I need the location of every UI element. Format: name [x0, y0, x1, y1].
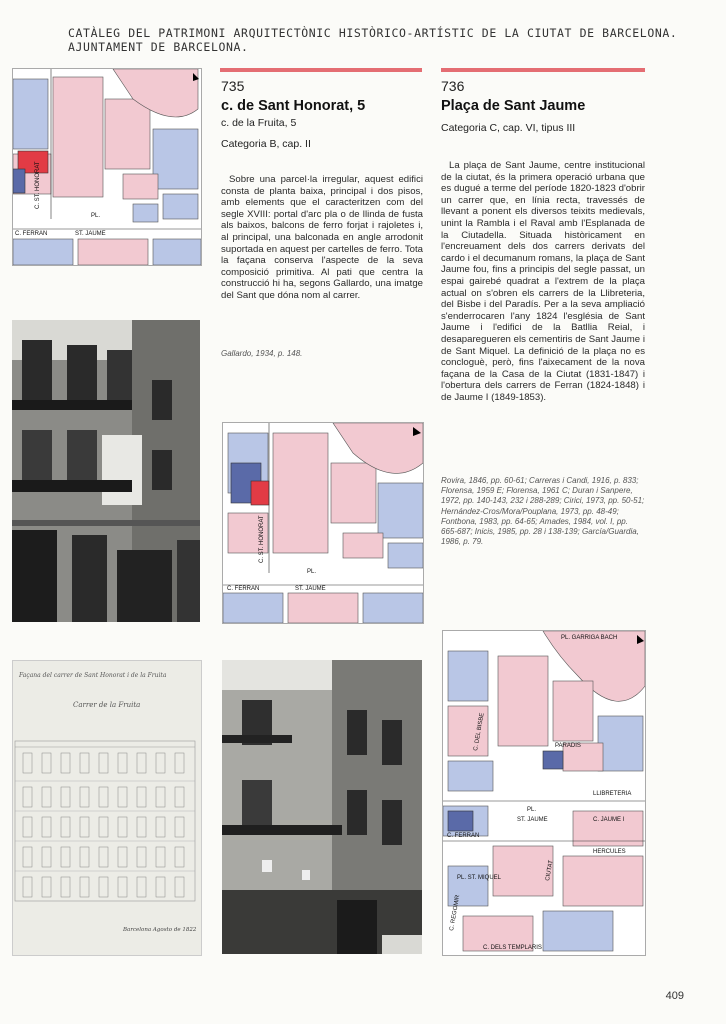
drawing-subtitle: Carrer de la Fruita: [73, 701, 141, 709]
elevation-window: [61, 817, 70, 837]
elevation-window: [23, 817, 32, 837]
elevation-window: [156, 877, 165, 897]
elevation-window: [80, 877, 89, 897]
elevation-window: [23, 753, 32, 773]
elevation-window: [99, 817, 108, 837]
elevation-window: [99, 847, 108, 867]
map-label-ferran: C. FERRAN: [15, 231, 48, 237]
elevation-window: [99, 787, 108, 807]
page-number: 409: [665, 990, 684, 1002]
elevation-window: [156, 787, 165, 807]
catalog-title: CATÀLEG DEL PATRIMONI ARQUITECTÒNIC HISTÒRICO-ARTÍSTIC DE LA CIUTAT DE BARCELONA.: [68, 26, 678, 40]
entry-736-title: Plaça de Sant Jaume: [441, 98, 586, 114]
elevation-window: [118, 817, 127, 837]
map-label-regomir: C. REGOMIR: [449, 894, 462, 932]
map-large-placa-sant-jaume: [442, 630, 646, 956]
elevation-window: [42, 877, 51, 897]
elevation-window: [61, 877, 70, 897]
drawing-elevation: [12, 660, 202, 956]
elevation-window: [137, 787, 146, 807]
elevation-window: [175, 877, 184, 897]
elevation-window: [118, 847, 127, 867]
map-label-honorat: C. ST. HONORAT: [35, 161, 41, 209]
elevation-window: [61, 787, 70, 807]
map-label-jaume1: C. JAUME I: [593, 817, 625, 823]
elevation-window: [80, 847, 89, 867]
map-label-llibreteria: LLIBRETERIA: [593, 791, 632, 797]
drawing-caption: Façana del carrer de Sant Honorat i de la Fruita: [19, 672, 167, 679]
elevation-window: [99, 753, 108, 773]
elevation-window: [23, 847, 32, 867]
map-label-paradis: PARADIS: [555, 743, 581, 749]
map-label-pl-large: PL.: [527, 807, 537, 813]
elevation-window: [118, 787, 127, 807]
entry-736-category: Categoria C, cap. VI, tipus III: [441, 122, 576, 134]
map-label-jaume-mid: ST. JAUME: [295, 586, 326, 592]
elevation-window: [42, 753, 51, 773]
entry-736-paragraph: La plaça de Sant Jaume, centre institucional de la ciutat, és la primera operació urbana que es dugué a terme del període 1820-1823 d'obrir un carrer que, en línia recta, travessés de llevant a ponent els diversos teixits medievals, unint la Rambla i el Raval amb l'Esplanada de la Ciutadella. Situada històricament en l'encreuament dels dos carrers derivats del cardo i el decumanum romans, la plaça de Sant Jaume fou, fins a principis del segle passat, un espai gairebé quadrat a l'extrem de la plaça actual on s'obren els carrers de la Llibreteria, del Bisbe i del Paradís. Per a la seva ampliació s'enderrocaren l'any 1824 l'església de Sant Jaume i l'edifici de la Batllia Reial, i desaparegueren els cementiris de Sant Jaume i de Sant Miquel. La definició de la plaça no es concloguè, però, fins l'aixecament de la nova façana de la Casa de la Ciutat (1831-1847) i l'obertura dels carrers de Ferran (1824-1848) i de Jaume I (1849-1853).: [441, 160, 645, 403]
drawing-signature: Barcelona Agosto de 1822: [123, 927, 197, 933]
elevation-window: [61, 847, 70, 867]
map-label-templaris: C. DELS TEMPLARIS: [483, 945, 542, 951]
elevation-window: [42, 817, 51, 837]
elevation-window: [99, 877, 108, 897]
elevation-window: [156, 753, 165, 773]
catalog-publisher: AJUNTAMENT DE BARCELONA.: [68, 40, 249, 54]
map-label-ferran-mid: C. FERRAN: [227, 586, 260, 592]
elevation-window: [61, 753, 70, 773]
catalog-header: [68, 26, 677, 54]
elevation-window: [156, 847, 165, 867]
entry-736-number: 736: [441, 78, 465, 94]
entry-735-category: Categoria B, cap. II: [221, 138, 311, 150]
elevation-window: [175, 817, 184, 837]
elevation-window: [80, 753, 89, 773]
map-label-ciutat: CIUTAT: [545, 859, 555, 882]
elevation-window: [175, 753, 184, 773]
map-medium-sant-honorat: [222, 422, 424, 624]
map-label-jaume-large: ST. JAUME: [517, 817, 548, 823]
entry-735-rule: [220, 68, 422, 72]
elevation-window: [42, 787, 51, 807]
elevation-window: [175, 787, 184, 807]
map-label-pl-mid: PL.: [307, 569, 317, 575]
entry-735-references: Gallardo, 1934, p. 148.: [221, 349, 303, 358]
entry-735-body: [221, 174, 423, 308]
elevation-window: [118, 877, 127, 897]
entry-736-rule: [441, 68, 645, 72]
entry-736-body: [441, 160, 645, 409]
map-label-pl: PL.: [91, 213, 101, 219]
elevation-window: [156, 817, 165, 837]
entry-735-number: 735: [221, 78, 245, 94]
map-label-garriga: PL. GARRIGA BACH: [561, 635, 618, 641]
elevation-window: [137, 847, 146, 867]
elevation-window: [80, 787, 89, 807]
entry-735-subtitle: c. de la Fruita, 5: [221, 117, 297, 129]
elevation-window: [137, 753, 146, 773]
entry-736-references: Rovira, 1846, pp. 60-61; Carreras i Candi, 1916, p. 833; Florensa, 1959 E; Florensa, 1961 C; Duran i Sanpere, 1972, pp. 140-143, 232 i 288-289; Cirici, 1973, pp. 50-51; Hernández-Cros/Mora/Pouplana, 1973, pp. 48-49; Fontbona, 1983, pp. 64-65; Amades, 1984, vol. I, pp. 665-687; Inicis, 1985, pp. 28 i 138-139; García/Guardia, 1986, p. 79.: [441, 476, 645, 547]
elevation-window: [80, 817, 89, 837]
elevation-window: [42, 847, 51, 867]
elevation-window: [23, 877, 32, 897]
photo-facade-sant-honorat: [12, 320, 200, 622]
entry-735-title: c. de Sant Honorat, 5: [221, 98, 366, 114]
elevation-window: [175, 847, 184, 867]
map-label-jaume: ST. JAUME: [75, 231, 106, 237]
elevation-window: [118, 753, 127, 773]
elevation-window: [137, 817, 146, 837]
elevation-window: [23, 787, 32, 807]
photo-corner-building: [222, 660, 422, 954]
map-label-bisbe: C. DEL BISBE: [473, 712, 486, 752]
map-label-hercules: HERCULES: [593, 849, 626, 855]
elevation-window: [137, 877, 146, 897]
map-label-miquel: PL. ST. MIQUEL: [457, 875, 502, 881]
map-label-ferran-large: C. FERRAN: [447, 833, 480, 839]
map-small-sant-honorat: [12, 68, 202, 266]
entry-735-paragraph: Sobre una parcel·la irregular, aquest edifici consta de planta baixa, principal i dos pisos, amb elements que el caracteritzen com del segle XVIII: portal d'arc pla o de llinda de fusta als baixos, balcons de ferro forjat i rajoletes i, al principal, una balconada en angle arrodonit suportada en aquest per cartelles de ferro. Tota la façana conserva l'aspecte de la seva composició primitiva. Al pati que centra la construcció hi ha, segons Gallardo, una imatge del Sant que dóna nom al carrer.: [221, 174, 423, 301]
map-label-honorat-mid: C. ST. HONORAT: [259, 515, 265, 563]
